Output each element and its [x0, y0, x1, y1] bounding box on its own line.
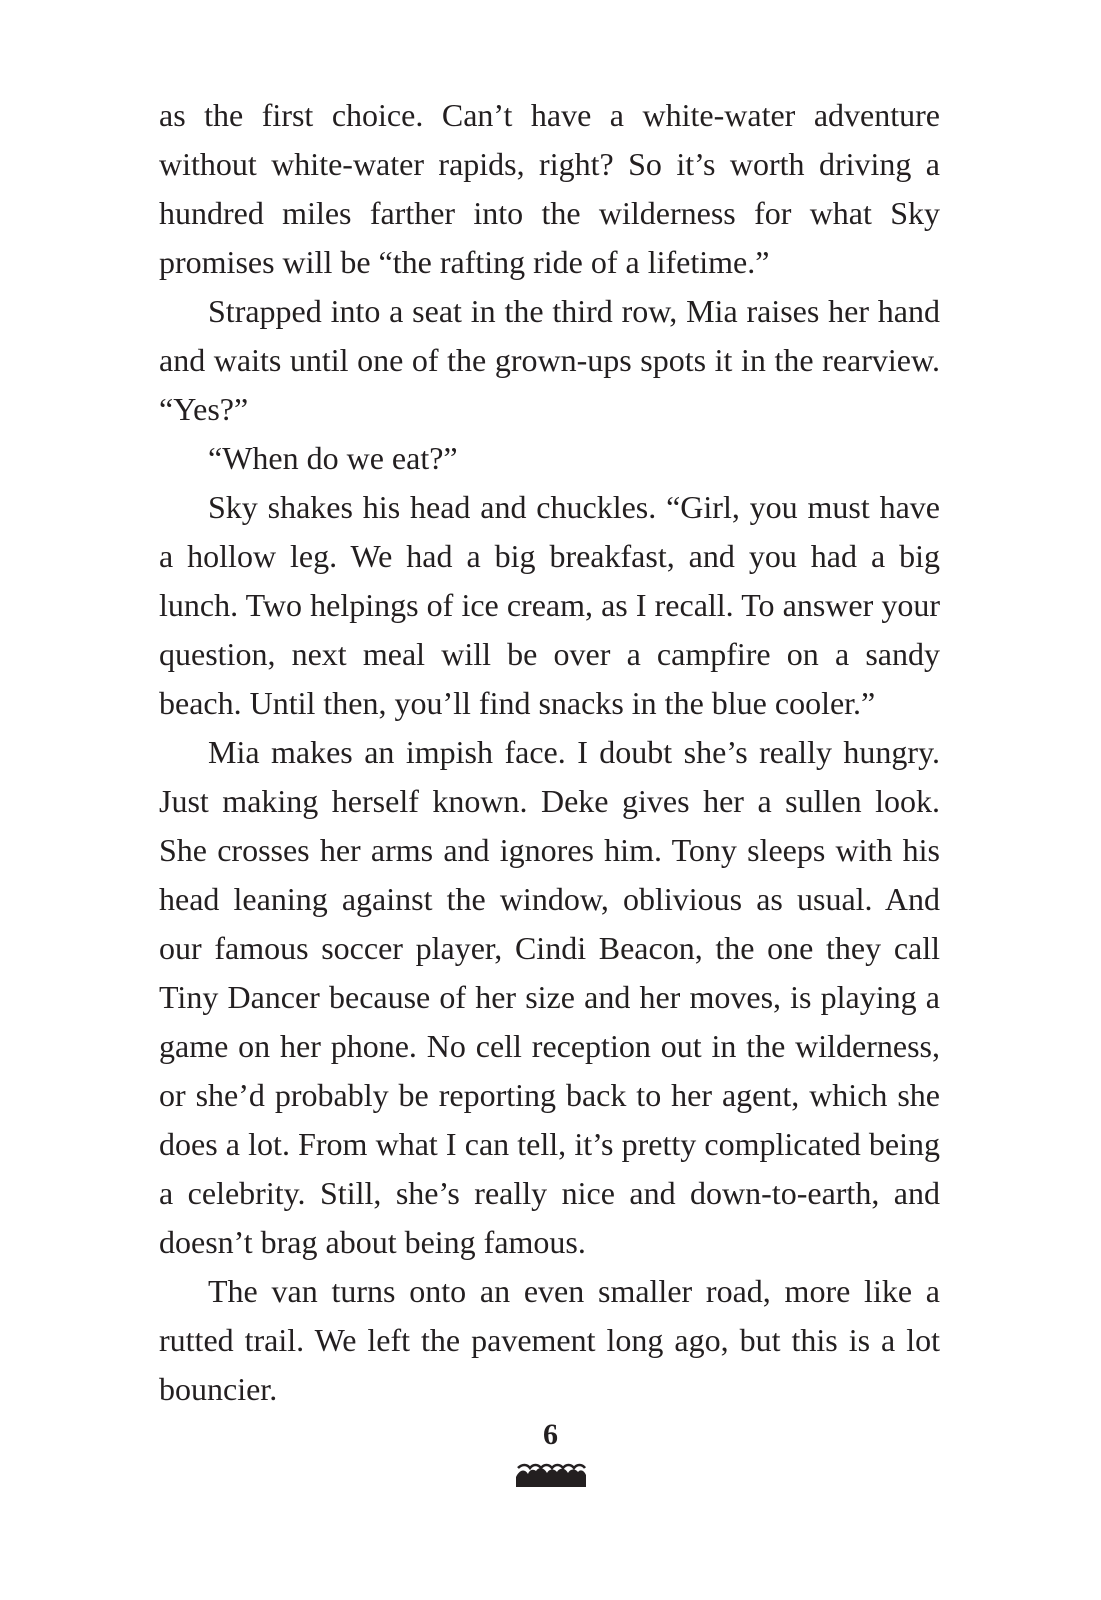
- paragraph: “When do we eat?”: [208, 440, 458, 476]
- paragraph: Mia makes an impish face. I doubt she’s really hungry. Just making herself known. Deke gives her a sullen look. She crosses her arms and ignores him. Tony sleeps with his head leaning against the window, oblivious as usual. And our famous soccer player, Cindi Beacon, the one they call Tiny Dancer because of her size and her moves, is playing a game on her phone. No cell reception out in the wilderness, or she’d probably be reporting back to her agent, which she does a lot. From what I can tell, it’s pretty complicated being a celebrity. Still, she’s really nice and down-to-earth, and doesn’t brag about being famous.: [159, 734, 940, 1260]
- paragraph: Sky shakes his head and chuckles. “Girl, you must have a hollow leg. We had a big breakfast, and you had a big lunch. Two helpings of ice cream, as I recall. To answer your question, next meal will be over a campfire on a sandy beach. Until then, you’ll find snacks in the blue cooler.”: [159, 489, 940, 721]
- wave-icon: [516, 1463, 586, 1487]
- paragraph: as the first choice. Can’t have a white-water adventure without white-water rapids, right? So it’s worth driving a hundred miles farther into the wilderness for what Sky promises will be “the rafting ride of a lifetime.”: [159, 97, 940, 280]
- page-number: 6: [543, 1418, 558, 1451]
- paragraph: Strapped into a seat in the third row, Mia raises her hand and waits until one of the grown-ups spots it in the rearview. “Yes?”: [159, 293, 940, 427]
- body-text: [159, 91, 940, 1414]
- paragraph: The van turns onto an even smaller road, more like a rutted trail. We left the pavement long ago, but this is a lot bouncier.: [159, 1273, 940, 1407]
- page-footer: [0, 1417, 1101, 1487]
